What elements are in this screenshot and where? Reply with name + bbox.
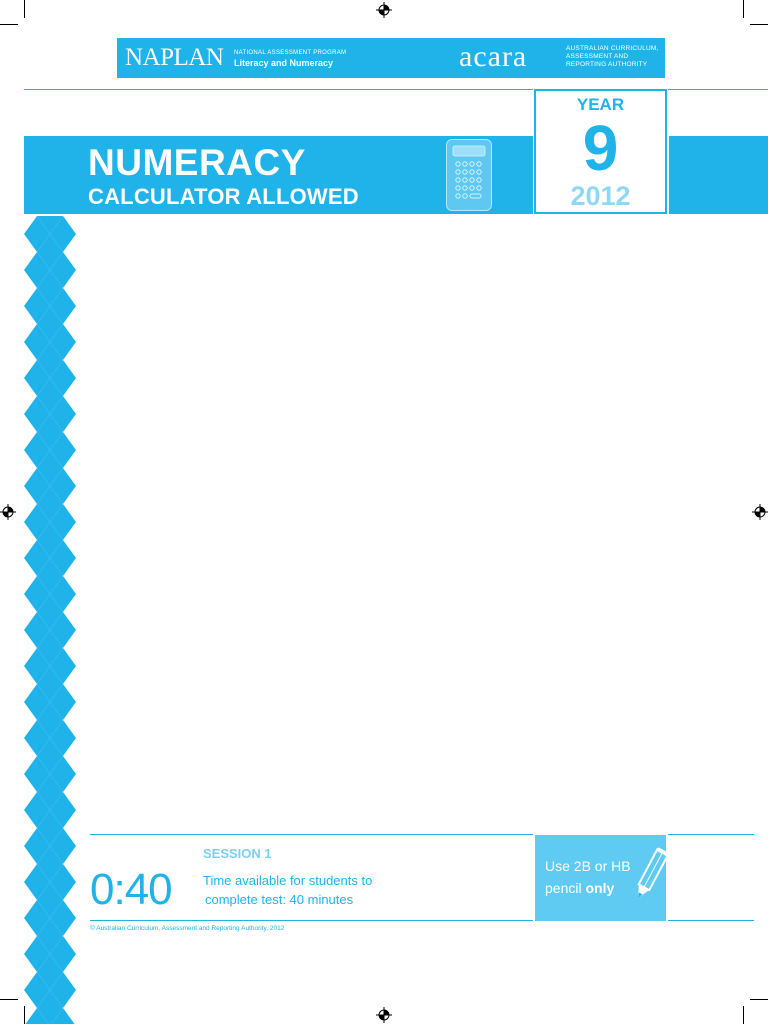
divider — [90, 920, 533, 921]
crop-mark — [750, 24, 768, 25]
registration-mark-icon — [376, 2, 392, 18]
crop-mark — [743, 1006, 744, 1024]
divider — [668, 89, 768, 90]
calculator-icon — [446, 139, 492, 211]
pencil-note-line: Use 2B or HB — [545, 858, 631, 874]
test-year: 2012 — [570, 181, 631, 211]
page-title: NUMERACY — [88, 142, 306, 183]
acara-logo: acara — [459, 40, 528, 73]
acara-line: ASSESSMENT AND — [566, 53, 629, 60]
acara-line: AUSTRALIAN CURRICULUM, — [566, 45, 659, 52]
year-level: 9 — [582, 112, 619, 184]
crop-mark — [0, 24, 18, 25]
session-label: SESSION 1 — [203, 846, 272, 861]
divider — [668, 834, 754, 835]
copyright-notice: © Australian Curriculum, Assessment and Reporting Authority, 2012 — [90, 925, 285, 932]
diamond-pattern — [24, 216, 76, 1024]
crop-mark — [24, 0, 25, 18]
acara-line: REPORTING AUTHORITY — [566, 61, 648, 68]
crop-mark — [0, 999, 18, 1000]
divider — [24, 89, 533, 90]
pencil-note — [535, 835, 666, 921]
registration-mark-icon — [0, 504, 16, 520]
time-description: complete test: 40 minutes — [205, 892, 354, 907]
pencil-note-text: pencil — [545, 880, 586, 896]
title-band-right — [669, 136, 768, 214]
page-subtitle: CALCULATOR ALLOWED — [88, 184, 359, 209]
header-banner — [117, 38, 665, 78]
naplan-program-label: NATIONAL ASSESSMENT PROGRAM — [234, 50, 347, 56]
time-description: Time available for students to — [203, 873, 373, 888]
pencil-icon — [635, 845, 667, 903]
pencil-note-emphasis: only — [585, 880, 615, 896]
crop-mark — [743, 0, 744, 18]
naplan-subtitle: Literacy and Numeracy — [234, 58, 334, 68]
naplan-logo: NAPLAN — [125, 44, 224, 71]
divider — [668, 920, 754, 921]
year-box — [534, 89, 667, 214]
registration-mark-icon — [752, 504, 768, 520]
time-allowed: 0:40 — [90, 865, 172, 914]
crop-mark — [750, 999, 768, 1000]
pencil-note-line — [545, 880, 614, 896]
registration-mark-icon — [376, 1007, 392, 1023]
divider — [90, 834, 533, 835]
year-label: YEAR — [576, 95, 625, 114]
